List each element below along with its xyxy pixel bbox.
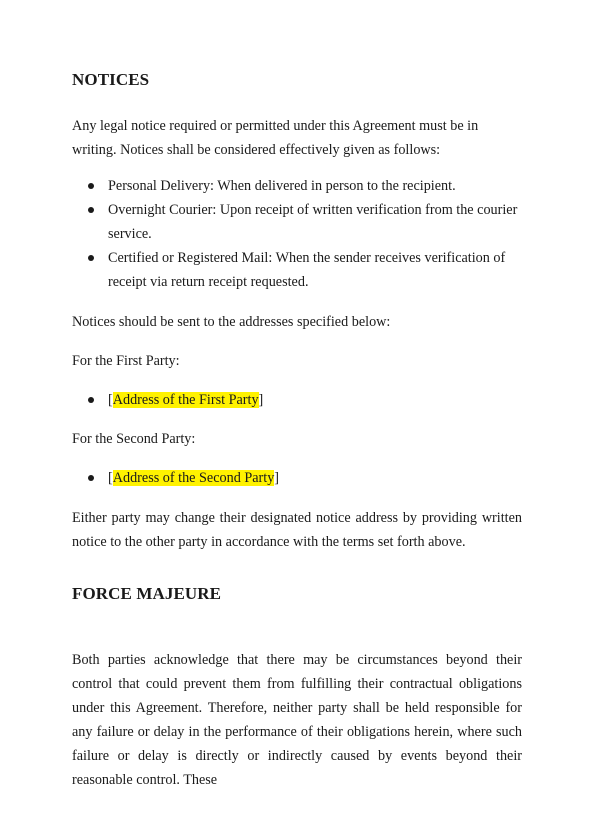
bracket-close: ] <box>258 392 264 408</box>
force-majeure-paragraph: Both parties acknowledge that there may be circumstances beyond their control that could prevent them from fulfilling their contractual obligations under this Agreement. Therefore, neither party shall be held responsible for any failure or delay in the performance of their obligations herein, where such failure or delay is directly or indirectly caused by events beyond their reasonable control. These <box>72 652 522 788</box>
first-party-label: For the First Party: <box>72 353 180 369</box>
second-party-address-placeholder: Address of the Second Party <box>112 470 275 486</box>
first-party-address-placeholder: Address of the First Party <box>112 392 259 408</box>
addresses-intro-paragraph: Notices should be sent to the addresses specified below: <box>72 314 391 330</box>
second-party-label: For the Second Party: <box>72 431 196 447</box>
bullet-icon <box>88 397 94 403</box>
second-party-address-list <box>72 466 522 490</box>
bullet-icon <box>88 183 94 189</box>
bracket-open: [ <box>108 470 113 486</box>
bracket-open: [ <box>108 392 113 408</box>
list-item <box>72 174 522 198</box>
first-party-address-list <box>72 388 522 412</box>
list-item <box>72 388 522 412</box>
bullet-icon <box>88 255 94 261</box>
delivery-method-courier: Overnight Courier: Upon receipt of written verification from the courier service. <box>108 202 518 242</box>
bullet-icon <box>88 475 94 481</box>
delivery-method-personal: Personal Delivery: When delivered in person to the recipient. <box>108 178 456 194</box>
notices-heading: NOTICES <box>72 70 150 89</box>
list-item <box>72 198 522 246</box>
delivery-methods-list <box>72 174 522 294</box>
address-change-paragraph: Either party may change their designated notice address by providing written notice to the other party in accordance with the terms set forth above. <box>72 510 522 550</box>
bracket-close: ] <box>274 470 280 486</box>
notices-intro-paragraph: Any legal notice required or permitted under this Agreement must be in writing. Notices shall be considered effectively given as follows: <box>72 118 479 158</box>
list-item <box>72 466 522 490</box>
list-item <box>72 246 522 294</box>
force-majeure-heading: FORCE MAJEURE <box>72 584 222 603</box>
delivery-method-mail: Certified or Registered Mail: When the sender receives verification of receipt via return receipt requested. <box>108 250 506 290</box>
bullet-icon <box>88 207 94 213</box>
